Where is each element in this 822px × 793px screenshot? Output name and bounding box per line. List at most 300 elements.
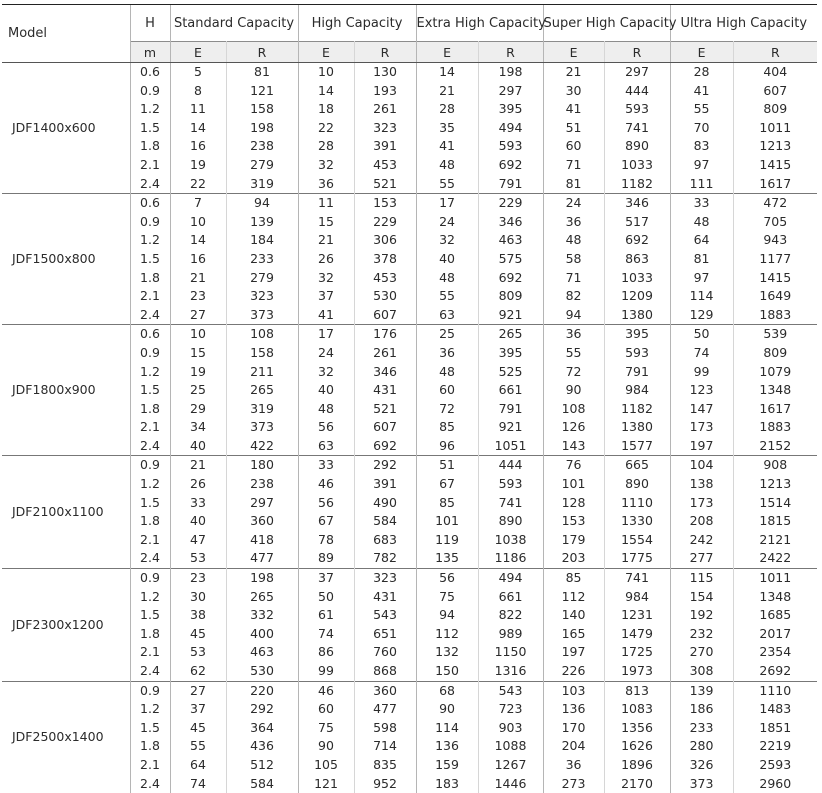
r-value-cell: 453 [373, 156, 397, 172]
e-value-cell: 40 [416, 250, 478, 269]
e-subheader: E [670, 42, 733, 63]
r-value-cell: 593 [498, 138, 523, 154]
r-value-cell: 1348 [759, 588, 792, 604]
table-row [2, 194, 817, 213]
e-value-cell: 104 [670, 456, 733, 475]
e-value-cell: 308 [670, 662, 733, 681]
e-value-cell: 47 [170, 531, 226, 550]
height-cell: 2.4 [130, 437, 170, 456]
e-value-cell: 28 [298, 137, 354, 156]
r-value-cell: 265 [250, 588, 274, 604]
e-value-cell: 78 [298, 531, 354, 550]
r-value-cell: 813 [604, 681, 670, 700]
r-value-cell: 176 [354, 325, 416, 344]
r-value-cell: 661 [498, 588, 523, 604]
e-value-cell: 56 [298, 418, 354, 437]
e-value-cell: 48 [298, 400, 354, 419]
r-value-cell: 517 [625, 213, 649, 229]
e-value-cell: 153 [543, 512, 604, 531]
model-name: JDF2100x1100 [2, 456, 130, 569]
height-cell: 2.4 [130, 175, 170, 194]
e-value-cell: 32 [298, 156, 354, 175]
r-value-cell: 1380 [621, 419, 653, 435]
r-value-cell: 404 [733, 63, 817, 82]
r-value-cell: 593 [625, 344, 649, 360]
e-value-cell: 94 [416, 606, 478, 625]
r-value-cell: 1150 [494, 644, 527, 660]
r-value-cell: 952 [373, 775, 397, 791]
r-value-cell: 139 [250, 213, 274, 229]
r-value-cell: 297 [250, 494, 274, 510]
r-value-cell: 984 [625, 588, 649, 604]
r-value-cell: 1883 [759, 306, 792, 322]
ultra-high-capacity-header: Ultra High Capacity [670, 5, 817, 42]
e-value-cell: 64 [670, 231, 733, 250]
model-name: JDF1500x800 [2, 194, 130, 325]
r-value-cell: 525 [498, 363, 523, 379]
e-value-cell: 38 [170, 606, 226, 625]
r-value-cell: 530 [373, 288, 397, 304]
table-row [2, 325, 817, 344]
e-value-cell: 16 [170, 250, 226, 269]
e-value-cell: 99 [670, 363, 733, 382]
e-value-cell: 53 [170, 549, 226, 568]
e-value-cell: 60 [543, 137, 604, 156]
r-value-cell: 108 [226, 325, 298, 344]
e-value-cell: 27 [170, 306, 226, 325]
e-value-cell: 70 [670, 119, 733, 138]
e-value-cell: 76 [543, 456, 604, 475]
r-value-cell: 593 [498, 476, 523, 492]
e-value-cell: 14 [170, 119, 226, 138]
r-value-cell: 661 [498, 382, 523, 398]
e-value-cell: 33 [298, 456, 354, 475]
table-row [2, 456, 817, 475]
e-value-cell: 81 [543, 175, 604, 194]
height-cell: 0.6 [130, 63, 170, 82]
height-cell: 0.6 [130, 325, 170, 344]
r-value-cell: 292 [250, 701, 274, 717]
r-value-cell: 158 [250, 344, 274, 360]
r-value-cell: 1380 [621, 306, 653, 322]
r-value-cell: 490 [373, 494, 397, 510]
e-value-cell: 35 [416, 119, 478, 138]
e-value-cell: 55 [170, 737, 226, 756]
e-value-cell: 26 [298, 250, 354, 269]
r-value-cell: 1038 [494, 531, 527, 547]
e-value-cell: 68 [416, 681, 478, 700]
r-value-cell: 543 [478, 681, 543, 700]
e-value-cell: 40 [298, 381, 354, 400]
e-value-cell: 192 [670, 606, 733, 625]
e-value-cell: 55 [543, 344, 604, 363]
e-value-cell: 197 [670, 437, 733, 456]
height-cell: 0.9 [130, 213, 170, 232]
height-cell: 2.4 [130, 306, 170, 325]
r-value-cell: 890 [625, 476, 649, 492]
r-value-cell: 665 [604, 456, 670, 475]
e-value-cell: 55 [416, 175, 478, 194]
e-value-cell: 82 [543, 287, 604, 306]
r-value-cell: 692 [373, 437, 397, 453]
e-value-cell: 75 [298, 719, 354, 738]
e-value-cell: 22 [298, 119, 354, 138]
r-value-cell: 741 [625, 119, 649, 135]
r-value-cell: 593 [625, 101, 649, 117]
height-cell: 2.4 [130, 662, 170, 681]
e-value-cell: 129 [670, 306, 733, 325]
r-value-cell: 1896 [621, 756, 653, 772]
e-value-cell: 208 [670, 512, 733, 531]
e-value-cell: 96 [416, 437, 478, 456]
e-value-cell: 128 [543, 494, 604, 513]
e-value-cell: 67 [298, 512, 354, 531]
e-value-cell: 11 [170, 100, 226, 119]
e-value-cell: 226 [543, 662, 604, 681]
e-value-cell: 23 [170, 569, 226, 588]
r-value-cell: 444 [478, 456, 543, 475]
height-cell: 1.2 [130, 588, 170, 607]
e-value-cell: 72 [416, 400, 478, 419]
r-value-cell: 1626 [621, 738, 653, 754]
e-value-cell: 170 [543, 719, 604, 738]
e-value-cell: 56 [298, 494, 354, 513]
table-row [2, 569, 817, 588]
e-value-cell: 67 [416, 475, 478, 494]
e-value-cell: 46 [298, 475, 354, 494]
e-value-cell: 60 [416, 381, 478, 400]
e-value-cell: 90 [298, 737, 354, 756]
e-value-cell: 242 [670, 531, 733, 550]
r-value-cell: 391 [373, 476, 397, 492]
e-value-cell: 14 [298, 82, 354, 101]
r-value-cell: 422 [250, 437, 274, 453]
height-cell: 0.6 [130, 194, 170, 213]
height-cell: 1.5 [130, 381, 170, 400]
r-value-cell: 705 [763, 213, 788, 229]
r-value-cell: 453 [373, 269, 397, 285]
e-value-cell: 86 [298, 643, 354, 662]
r-value-cell: 1110 [621, 494, 653, 510]
r-value-cell: 598 [373, 719, 397, 735]
r-value-cell: 1617 [759, 175, 792, 191]
e-value-cell: 111 [670, 175, 733, 194]
height-cell: 1.2 [130, 700, 170, 719]
r-value-cell: 323 [373, 119, 397, 135]
model-group [2, 569, 817, 682]
height-cell: 2.1 [130, 287, 170, 306]
model-name: JDF2300x1200 [2, 569, 130, 682]
height-cell: 1.8 [130, 137, 170, 156]
r-value-cell: 2121 [759, 531, 792, 547]
r-value-cell: 2960 [759, 775, 792, 791]
r-value-cell: 297 [604, 63, 670, 82]
r-value-cell: 903 [498, 719, 523, 735]
r-value-cell: 989 [498, 625, 523, 641]
height-cell: 1.2 [130, 475, 170, 494]
e-value-cell: 173 [670, 418, 733, 437]
e-value-cell: 173 [670, 494, 733, 513]
model-name: JDF2500x1400 [2, 681, 130, 793]
e-value-cell: 55 [670, 100, 733, 119]
r-value-cell: 683 [373, 531, 397, 547]
r-value-cell: 1415 [759, 269, 792, 285]
e-value-cell: 373 [670, 775, 733, 793]
e-value-cell: 103 [543, 681, 604, 700]
r-value-cell: 809 [763, 101, 788, 117]
e-value-cell: 15 [298, 213, 354, 232]
r-value-cell: 741 [604, 569, 670, 588]
height-cell: 1.2 [130, 231, 170, 250]
r-value-cell: 943 [763, 232, 788, 248]
e-value-cell: 233 [670, 719, 733, 738]
r-value-cell: 364 [250, 719, 274, 735]
r-value-cell: 521 [373, 400, 397, 416]
r-value-cell: 791 [498, 175, 523, 191]
r-value-cell: 198 [478, 63, 543, 82]
e-value-cell: 45 [170, 719, 226, 738]
height-cell: 1.5 [130, 250, 170, 269]
r-value-cell: 400 [250, 625, 274, 641]
e-value-cell: 62 [170, 662, 226, 681]
height-cell: 2.4 [130, 549, 170, 568]
e-value-cell: 147 [670, 400, 733, 419]
e-value-cell: 203 [543, 549, 604, 568]
e-value-cell: 45 [170, 625, 226, 644]
r-value-cell: 521 [373, 175, 397, 191]
r-value-cell: 2422 [759, 550, 792, 566]
r-value-cell: 1851 [759, 719, 792, 735]
r-value-cell: 1177 [759, 250, 792, 266]
r-value-cell: 211 [250, 363, 274, 379]
e-value-cell: 85 [543, 569, 604, 588]
e-value-cell: 30 [543, 82, 604, 101]
e-value-cell: 21 [416, 82, 478, 101]
r-value-cell: 1483 [759, 701, 792, 717]
e-value-cell: 10 [298, 63, 354, 82]
e-value-cell: 17 [298, 325, 354, 344]
e-value-cell: 48 [416, 363, 478, 382]
e-value-cell: 37 [298, 287, 354, 306]
r-value-cell: 584 [250, 775, 274, 791]
high-capacity-header: High Capacity [298, 5, 416, 42]
height-cell: 2.1 [130, 531, 170, 550]
e-value-cell: 10 [170, 325, 226, 344]
r-value-cell: 741 [498, 494, 523, 510]
e-value-cell: 11 [298, 194, 354, 213]
r-subheader: R [733, 42, 817, 63]
e-value-cell: 14 [416, 63, 478, 82]
e-value-cell: 48 [543, 231, 604, 250]
r-value-cell: 238 [250, 138, 274, 154]
r-value-cell: 2593 [759, 756, 792, 772]
e-value-cell: 21 [543, 63, 604, 82]
r-value-cell: 1883 [759, 419, 792, 435]
model-name: JDF1400x600 [2, 63, 130, 194]
e-value-cell: 40 [170, 437, 226, 456]
height-cell: 2.1 [130, 156, 170, 175]
e-value-cell: 26 [170, 475, 226, 494]
e-value-cell: 24 [298, 344, 354, 363]
e-value-cell: 90 [416, 700, 478, 719]
r-value-cell: 373 [250, 306, 274, 322]
r-value-cell: 198 [250, 119, 274, 135]
e-value-cell: 119 [416, 531, 478, 550]
e-value-cell: 123 [670, 381, 733, 400]
e-value-cell: 64 [170, 756, 226, 775]
standard-capacity-header: Standard Capacity [170, 5, 298, 42]
e-value-cell: 154 [670, 588, 733, 607]
height-cell: 2.4 [130, 775, 170, 793]
height-cell: 1.8 [130, 737, 170, 756]
model-group [2, 681, 817, 793]
r-value-cell: 651 [373, 625, 397, 641]
table-row [2, 681, 817, 700]
e-value-cell: 48 [670, 213, 733, 232]
r-value-cell: 431 [373, 382, 397, 398]
height-cell: 1.5 [130, 606, 170, 625]
e-value-cell: 108 [543, 400, 604, 419]
e-value-cell: 7 [170, 194, 226, 213]
height-cell: 1.8 [130, 625, 170, 644]
r-value-cell: 1088 [494, 738, 527, 754]
r-value-cell: 607 [763, 82, 788, 98]
e-value-cell: 204 [543, 737, 604, 756]
e-value-cell: 60 [298, 700, 354, 719]
e-value-cell: 186 [670, 700, 733, 719]
e-value-cell: 19 [170, 363, 226, 382]
e-value-cell: 51 [416, 456, 478, 475]
e-value-cell: 19 [170, 156, 226, 175]
r-value-cell: 584 [373, 513, 397, 529]
r-value-cell: 323 [250, 288, 274, 304]
r-value-cell: 714 [373, 738, 397, 754]
e-value-cell: 63 [416, 306, 478, 325]
r-value-cell: 477 [250, 550, 274, 566]
e-value-cell: 75 [416, 588, 478, 607]
r-value-cell: 1186 [494, 550, 527, 566]
r-value-cell: 279 [250, 156, 274, 172]
r-value-cell: 494 [478, 569, 543, 588]
r-value-cell: 431 [373, 588, 397, 604]
e-value-cell: 114 [416, 719, 478, 738]
r-value-cell: 1815 [759, 513, 792, 529]
h-unit: m [130, 42, 170, 63]
e-value-cell: 112 [416, 625, 478, 644]
r-value-cell: 890 [498, 513, 523, 529]
e-value-cell: 41 [298, 306, 354, 325]
r-value-cell: 1554 [621, 531, 653, 547]
r-value-cell: 1316 [494, 663, 527, 678]
r-value-cell: 607 [373, 419, 397, 435]
e-value-cell: 105 [298, 756, 354, 775]
e-value-cell: 53 [170, 643, 226, 662]
e-value-cell: 136 [416, 737, 478, 756]
e-value-cell: 58 [543, 250, 604, 269]
r-value-cell: 543 [373, 607, 397, 623]
table-header [2, 5, 817, 63]
r-value-cell: 297 [498, 82, 523, 98]
e-value-cell: 74 [170, 775, 226, 793]
r-value-cell: 1267 [494, 756, 527, 772]
e-value-cell: 41 [670, 82, 733, 101]
height-cell: 1.2 [130, 363, 170, 382]
e-value-cell: 25 [416, 325, 478, 344]
e-value-cell: 28 [670, 63, 733, 82]
r-value-cell: 1775 [621, 550, 653, 566]
e-value-cell: 132 [416, 643, 478, 662]
height-cell: 1.2 [130, 100, 170, 119]
r-value-cell: 378 [373, 250, 397, 266]
e-value-cell: 36 [416, 344, 478, 363]
e-value-cell: 270 [670, 643, 733, 662]
e-value-cell: 197 [543, 643, 604, 662]
r-value-cell: 782 [373, 550, 397, 566]
r-value-cell: 1973 [621, 663, 653, 678]
r-subheader: R [226, 42, 298, 63]
e-value-cell: 56 [416, 569, 478, 588]
height-cell: 1.5 [130, 119, 170, 138]
height-cell: 1.8 [130, 400, 170, 419]
e-value-cell: 61 [298, 606, 354, 625]
r-value-cell: 822 [498, 607, 523, 623]
r-value-cell: 1231 [621, 607, 653, 623]
r-value-cell: 184 [250, 232, 274, 248]
r-value-cell: 332 [250, 607, 274, 623]
r-value-cell: 346 [604, 194, 670, 213]
r-value-cell: 261 [373, 344, 397, 360]
r-value-cell: 233 [250, 250, 274, 266]
r-value-cell: 158 [250, 101, 274, 117]
r-value-cell: 1356 [621, 719, 653, 735]
r-value-cell: 265 [478, 325, 543, 344]
e-value-cell: 36 [543, 325, 604, 344]
e-value-cell: 143 [543, 437, 604, 456]
r-value-cell: 1415 [759, 156, 792, 172]
e-value-cell: 136 [543, 700, 604, 719]
e-value-cell: 83 [670, 137, 733, 156]
e-value-cell: 32 [416, 231, 478, 250]
r-value-cell: 391 [373, 138, 397, 154]
height-cell: 0.9 [130, 569, 170, 588]
r-value-cell: 2152 [759, 437, 792, 453]
height-cell: 0.9 [130, 82, 170, 101]
r-value-cell: 220 [226, 681, 298, 700]
r-value-cell: 323 [354, 569, 416, 588]
r-value-cell: 360 [250, 513, 274, 529]
e-value-cell: 22 [170, 175, 226, 194]
r-value-cell: 121 [250, 82, 274, 98]
r-value-cell: 1182 [621, 400, 653, 416]
e-value-cell: 51 [543, 119, 604, 138]
r-value-cell: 463 [250, 644, 274, 660]
r-value-cell: 279 [250, 269, 274, 285]
r-value-cell: 692 [625, 232, 649, 248]
r-value-cell: 395 [498, 344, 523, 360]
e-value-cell: 21 [170, 269, 226, 288]
r-value-cell: 395 [604, 325, 670, 344]
e-value-cell: 48 [416, 156, 478, 175]
r-value-cell: 229 [478, 194, 543, 213]
e-value-cell: 71 [543, 156, 604, 175]
height-cell: 2.1 [130, 756, 170, 775]
r-value-cell: 2354 [759, 644, 792, 660]
r-value-cell: 444 [625, 82, 649, 98]
r-value-cell: 229 [373, 213, 397, 229]
e-value-cell: 179 [543, 531, 604, 550]
super-high-capacity-header: Super High Capacity [543, 5, 670, 42]
r-value-cell: 723 [498, 701, 523, 717]
